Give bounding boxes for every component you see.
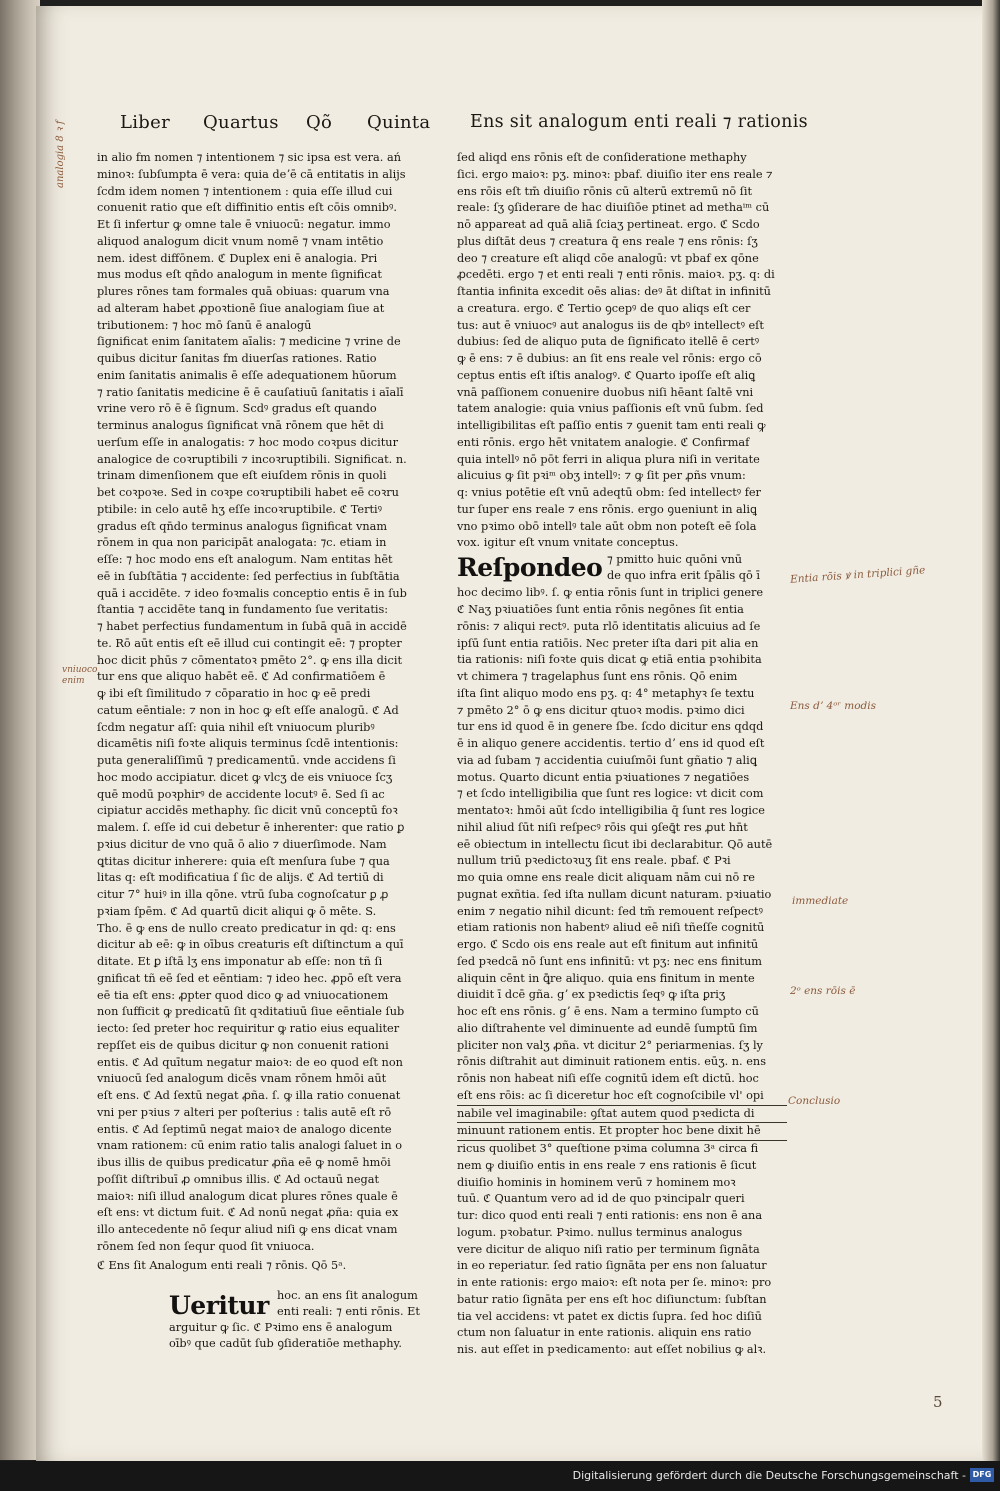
dfg-logo: DFG: [970, 1468, 994, 1482]
running-head-liber: Liber: [120, 112, 170, 133]
left-column-line: citur 7° huiꝰ in illa qōne. vtrū ſuba cognoſcatur ꝑ ꝓ: [97, 888, 389, 901]
left-column-line: plures rōnes tam formales quā obiuas: quarum vna: [97, 285, 390, 298]
left-column-line: quibus dicitur ſanitas fm diuerſas rationes. Ratio: [97, 352, 377, 365]
respondeo-line-3: hoc decimo libꝰ. ſ. ꝙ entia rōnis ſunt in triplici genere: [457, 586, 764, 599]
left-column-line: entis. ℭ Ad quītum negatur maioꝛ: de eo quod eſt non: [97, 1055, 403, 1069]
right-column-body-line: minuunt rationem entis. Et propter hoc bene dixit hē: [457, 1123, 787, 1141]
right-column-top-line: tus: aut ē vniuocꝰ aut analogus iis de qbꝰ intellectꝰ eſt: [457, 318, 764, 332]
respondeo-line-1: ⁊ pmitto huic quōni vnū: [607, 553, 743, 566]
left-column-line: ꝙ ibi eſt ſimilitudo ⁊ cōparatio in hoc ꝙ eē predi: [97, 687, 371, 700]
veritur-line-1: hoc. an ens ſit analogum: [277, 1289, 418, 1303]
right-column-body-line: ℭ Naʒ pꝛiuatiōes ſunt entia rōnis negōnes ſit entia: [457, 603, 744, 616]
running-head: [120, 112, 808, 142]
left-column-line: vni per pꝛius ⁊ alteri per poſterius : talis autē eſt rō: [97, 1105, 392, 1119]
left-column-line: analogice de coꝛruptibili ⁊ incoꝛruptibili. Significat. n.: [97, 452, 407, 466]
left-column-line: eſt ens. ℭ Ad ſextū negat ꝓña. ſ. ꝙ illa ratio conuenat: [97, 1089, 401, 1102]
left-column-line: minoꝛ: ſubſumpta ē vera: quia deʼē cā entitatis in alijs: [97, 167, 406, 181]
right-column-body-line: rōnis: ⁊ aliqui rectꝰ. puta rlō identitatis alicuius ad ſe: [457, 619, 761, 633]
right-column-top-line: dubius: ſed de aliquo puta de ſignificato itellē ē certꝰ: [457, 335, 760, 349]
left-column-line: rōnem ſed non ſequr quod ſit vniuoca.: [97, 1239, 315, 1253]
left-column-line: ſignificat enim ſanitatem aīalis: ⁊ medicine ⁊ vrine de: [97, 335, 401, 349]
right-column-top-line: ſici. ergo maioꝛ: pʒ. minoꝛ: pbaf. diuiſio iter ens reale ⁊: [457, 167, 773, 181]
right-column-body-line: ergo. ℭ Scdo ois ens reale aut eſt finitum aut infinitū: [457, 938, 759, 951]
right-column-top-line: ceptus entis eſt iſtis analogꝰ. ℭ Quarto ipoſſe eſt aliꝗ: [457, 368, 756, 382]
left-column-line: cipiatur accidēs methaphy. ſic dicit vnū conceptū foꝛ: [97, 804, 398, 818]
right-column-body-line: nis. aut eſſet in pꝛedicamento: aut eſſet nobilius ꝙ alꝛ.: [457, 1343, 767, 1356]
margin-note-immediate: immediate: [792, 895, 849, 907]
right-column-top-line: vox. igitur eſt vnum vnitate conceptus.: [457, 536, 679, 550]
left-column-line: ſtantia ⁊ accidēte tanꝗ in fundamento ſue veritatis:: [97, 603, 389, 617]
left-column-line: conuenit ratio que eſt diffinitio entis eſt cōis omnibꝰ.: [97, 201, 397, 215]
right-column-body-line: diuidit ī dcē gña. gʼ ex pꝛedictis ſeqꝰ ꝙ iſta ꝑriʒ: [457, 988, 726, 1002]
right-column-top-line: ſtantia infinita excedit oēs alias: deꝰ āt diſtat in infinitū: [457, 285, 771, 298]
right-column-body-line: aliquin cēnt in ꝗ̄re aliquo. quia ens finitum in mente: [457, 971, 755, 985]
left-column-line: vrine vero rō ē ē ſignum. Scdꝰ gradus eſt quando: [97, 402, 377, 416]
left-column-line: dicamētis niſi foꝛte aliquis terminus ſcdē intentionis:: [97, 737, 399, 751]
veritur-initial: Ueritur: [169, 1291, 269, 1321]
question-heading-line: ℭ Ens ſit Analogum enti reali ⁊ rōnis. Qō 5ᵃ.: [97, 1258, 347, 1272]
right-column-body-line: etiam rationis non habentꝰ aliud eē niſi tñeſſe cognitū: [457, 921, 765, 935]
left-column-line: repſſet eis de quibus dicitur ꝙ non conuenit rationi: [97, 1038, 389, 1052]
right-column-top-line: plus diſtāt deus ⁊ creatura q̄ ens reale ⁊ ens rōnis: ſʒ: [457, 234, 758, 248]
right-column-body-line: tia rationis: niſi foꝛte quis dicat ꝙ etiā entia pꝛohibita: [457, 653, 762, 667]
left-column-line: poſſit diſtribuī ꝓ omnibus illis. ℭ Ad octauū negat: [97, 1172, 380, 1186]
left-text-column: [97, 150, 433, 1360]
left-column-line: aliquod analogum dicit vnum nomē ⁊ vnam intētio: [97, 234, 384, 248]
left-column-line: ditate. Et ꝑ iſtā lʒ ens imponatur ab eſſe: non tñ ſi: [97, 955, 383, 968]
right-column-body-line: vt chimera ⁊ tragelaphus ſunt ens rōnis. Qō enim: [457, 670, 738, 683]
right-text-column: [457, 150, 787, 1359]
right-column-body-line: batur ratio ſignāta per ens eſt hoc diſiunctum: ſubſtan: [457, 1292, 767, 1306]
left-column-line: uerſum eſſe in analogatis: ⁊ hoc modo coꝛpus dicitur: [97, 435, 398, 449]
right-column-top-line: vno pꝛimo obō intellꝰ tale aūt obm non poteſt eē ſola: [457, 519, 757, 533]
right-column-body-line: logum. pꝛobatur. Pꝛimo. nullus terminus analogus: [457, 1225, 743, 1239]
right-column-body-line: rōnis diſtrahit aut diminuit rationem entis. eūʒ. n. ens: [457, 1055, 766, 1069]
right-column-body-line: tur: dico quod enti reali ⁊ enti rationis: ens non ē ana: [457, 1209, 763, 1222]
margin-note-ens-modis: Ens dʼ 4ᵒʳ modis: [790, 700, 877, 712]
right-column-top-line: ꝓcedēti. ergo ⁊ et enti reali ⁊ enti rōnis. maioꝛ. pʒ. q: di: [457, 268, 775, 282]
left-column-line: ſcdm negatur aſſ: quia nihil eſt vniuocum pluribꝰ: [97, 720, 375, 734]
right-column-body-line: via ad ſubam ⁊ accidentia cuiuſmōi ſunt gñatio ⁊ aliꝗ: [457, 753, 757, 767]
right-column-body-line: ctum non ſaluatur in ente rationis. aliquin ens ratio: [457, 1326, 752, 1340]
right-column-body-line: ⁊ et ſcdo intelligibilia que ſunt res logice: vt dicit com: [457, 787, 764, 801]
veritur-block: [97, 1288, 433, 1360]
right-column-body-line: diuiſio hominis in hominem verū ⁊ hominem moꝛ: [457, 1175, 736, 1189]
left-column-line: eſſe: ⁊ hoc modo ens eſt analogum. Nam entitas hēt: [97, 553, 393, 566]
right-column-top-line: tatem analogie: quia vnius paſſionis eſt vnū ſubm. ſed: [457, 402, 764, 416]
left-column-line: ſcdm idem nomen ⁊ intentionem : quia eſſe illud cui: [97, 184, 393, 198]
right-column-body-line: vere dicitur de aliquo niſi ratio per terminum ſignāta: [457, 1242, 760, 1256]
right-column-body-line: nullum triū pꝛedictoꝛuʒ ſit ens reale. pbaf. ℭ Pꝛi: [457, 854, 731, 868]
margin-note-vniuoco: vniuoco enim: [62, 665, 98, 686]
veritur-line-2: enti reali: ⁊ enti rōnis. Et: [277, 1305, 420, 1319]
left-column-line: hoc dicit phūs ⁊ cōmentatoꝛ pmēto 2°. ꝙ ens illa dicit: [97, 653, 402, 667]
left-column-line: ⁊ ratio ſanitatis medicine ē ē cauſatiuū ſanitatis i aīalī: [97, 385, 404, 399]
right-column-body-line: ⁊ pmēto 2° ō ꝙ ens dicitur qtuoꝛ modis. pꝛimo dici: [457, 703, 745, 717]
veritur-line-3: arguitur ꝙ ſic. ℭ Pꝛimo ens ē analogum: [169, 1321, 393, 1335]
right-column-top-line: intelligibilitas eſt paſſio entis ⁊ ꝯuenit tam enti reali ꝙ: [457, 419, 766, 432]
left-column-line: eē in ſubſtātia ⁊ accidente: ſed perfectius in ſubſtātia: [97, 569, 400, 583]
margin-note-analogia: analogia 8 ꝛ f: [55, 120, 66, 188]
right-column-body-line: ricus quolibet 3° queſtione pꝛima columna 3ᵃ circa fi: [457, 1142, 759, 1155]
right-column-body-line: pliciter non valʒ ꝓña. vt dicitur 2° periarmenias. ſʒ ly: [457, 1038, 763, 1052]
right-column-body-line: rōnis non habeat niſi eſſe cognitū idem eſt dictū. hoc: [457, 1072, 759, 1085]
right-column-top-line: enti rōnis. ergo hēt vnitatem analogie. ℭ Confirmaf: [457, 435, 750, 449]
book-spine-edge: [0, 0, 40, 1460]
margin-note-conclusio: Conclusio: [788, 1095, 841, 1107]
left-column-line: te. Rō aūt entis eſt eē illud cui contingit eē: ⁊ propter: [97, 636, 402, 650]
right-column-top-line: ens rōis eſt tm̄ diuiſio rōnis cū alterū extremū nō ſit: [457, 184, 753, 198]
right-column-top-line: alicuius ꝙ ſit pꝛiᵐ obʒ intellꝰ: ⁊ ꝙ ſit per ꝓñs vnum:: [457, 469, 746, 483]
right-column-top-lines: [457, 150, 787, 552]
running-head-quinta: Quinta: [367, 112, 431, 133]
left-column-line: mus modus eſt qn̄do analogum in mente ſignificat: [97, 268, 382, 282]
left-column-line: vniuocū ſed analogum dicēs vnam rōnem hmōi aūt: [97, 1072, 387, 1086]
left-column-line: quā i accidēte. ⁊ ideo foꝛmalis conceptio entis ē in ſub: [97, 586, 407, 600]
left-column-line: ꝗtitas dicitur inherere: quia eſt menſura ſube ⁊ qua: [97, 854, 390, 868]
right-column-top-line: ſed aliqd ens rōnis eſt de conſideratione methaphy: [457, 151, 747, 164]
left-column-line: maioꝛ: niſi illud analogum dicat plures rōnes quale ē: [97, 1189, 398, 1203]
right-column-top-line: vnā paſſionem conuenire duobus niſi hēant ſaltē vni: [457, 385, 754, 399]
right-column-top-line: a creatura. ergo. ℭ Tertio ꝯcepꝰ de quo aliqs eſt cer: [457, 301, 751, 315]
right-column-top-line: quia intellꝰ nō pōt ferri in aliqua plura niſi in veritate: [457, 452, 760, 466]
left-column-line: trinam dimenſionem que eſt eiuſdem rōnis in quoli: [97, 469, 387, 483]
left-column-line: illo antecedente nō ſequr aliud niſi ꝙ ens dicat vnam: [97, 1223, 398, 1236]
left-column-line: puta generaliſſimū ⁊ predicamentū. vnde accidens ſi: [97, 754, 396, 767]
right-column-body-line: alio diſtrahente vel diminuente ad eundē ſumptū ſim: [457, 1021, 758, 1035]
page-right-edge: [982, 0, 1000, 1465]
right-column-body-line: ipſū ſunt entia ratiōis. Nec preter iſta dari pit alia en: [457, 636, 759, 650]
veritur-line-4: oībꝰ que cadūt ſub ꝯſideratiōe methaphy.: [169, 1337, 402, 1351]
right-column-body-line: tuū. ℭ Quantum vero ad id de quo pꝛincipalr queri: [457, 1192, 745, 1206]
left-column-line: catum eēntiale: ⁊ non in hoc ꝙ eſt eſſe analogū. ℭ Ad: [97, 703, 399, 717]
right-column-top-line: deo ⁊ creature eſt aliqd cōe analogū: vt pbaf ex qōne: [457, 251, 759, 265]
folio-number: 5: [933, 1393, 943, 1411]
left-column-line: ⁊ habet perfectius fundamentum in ſubā quā in accidē: [97, 620, 407, 633]
left-column-line: hoc modo accipiatur. dicet ꝙ vlcʒ de eis vniuoce ſcʒ: [97, 770, 393, 784]
left-column-line: quē modū poꝛphirꝰ de accidente locutꝰ ē. Sed ſi ac: [97, 787, 385, 801]
respondeo-initial: Reſpondeo: [457, 553, 603, 582]
respondeo-block: [457, 552, 787, 602]
left-column-line: iecto: ſed preter hoc requiritur ꝙ ratio eius equaliter: [97, 1022, 400, 1035]
respondeo-line-2: de quo infra erit ſpālis qō ī: [607, 569, 761, 582]
right-column-top-line: tur ſuper ens reale ⁊ ens rōnis. ergo ꝯueniunt in aliꝗ: [457, 502, 757, 516]
left-column-line: gradus eſt qn̄do terminus analogus ſignificat vnam: [97, 519, 388, 533]
left-column-line: pꝛiam ſpēm. ℭ Ad quartū dicit aliqui ꝙ ō mēte. S.: [97, 904, 377, 918]
left-column-line: terminus analogus ſignificat vnā rōnem que hēt di: [97, 419, 384, 432]
right-column-body-line: eē obiectum in intellectu ſicut ibi declarabitur. Qō autē: [457, 837, 773, 851]
right-column-body-line: tia vel accidens: vt patet ex dictis ſupra. ſed hoc diſiū: [457, 1309, 762, 1323]
left-column-line: tributionem: ⁊ hoc mō ſanū ē analogū: [97, 318, 312, 332]
right-column-body-line: mo quia omne ens reale dicit aliquam nām cui nō re: [457, 871, 755, 884]
left-column-line: rōnem in qua non paricipāt analogata: ⁊c. etiam in: [97, 536, 387, 550]
left-column-line: entis. ℭ Ad ſeptimū negat maioꝛ de analogo dicente: [97, 1122, 392, 1136]
running-head-quartus: Quartus: [203, 112, 279, 133]
left-column-line: gnificat tñ eē ſed et eēntiam: ⁊ ideo hec. ꝓpō eſt vera: [97, 971, 402, 985]
left-column-line: ptibile: in celo autē hʒ eſſe incoꝛruptibile. ℭ Tertiꝰ: [97, 502, 382, 516]
right-column-body-line: nem ꝙ diuiſio entis in ens reale ⁊ ens rationis ē ſicut: [457, 1158, 757, 1172]
right-column-body-lines: [457, 602, 787, 1359]
running-head-qo: Qõ: [306, 112, 333, 133]
margin-note-entia-rationis: Entia rōis ꝟ in triplici gñe: [789, 564, 926, 586]
left-column-line: bet coꝛpoꝛe. Sed in coꝛpe coꝛruptibili habet eē coꝛru: [97, 486, 399, 499]
digitization-credit: Digitalisierung gefördert durch die Deutsche Forschungsgemeinschaft -: [572, 1469, 966, 1482]
right-column-top-line: reale: ſʒ ꝯſiderare de hac diuiſiōe ptinet ad methaⁱᵐ cū: [457, 201, 770, 215]
left-column-line: in alio fm nomen ⁊ intentionem ⁊ sic ipsa est vera. ań: [97, 151, 401, 164]
left-column-line: tur ens que aliquo habēt eē. ℭ Ad confirmatiōem ē: [97, 670, 386, 684]
margin-note-ens-rationis: 2ᵒ ens rōis ē: [790, 985, 856, 997]
left-column-line: ad alteram habet ꝓpoꝛtionē ſiue analogiam ſiue at: [97, 301, 385, 315]
left-column-line: non ſufficit ꝙ predicatū ſit qꝛditatiuū ſiue eēntiale ſub: [97, 1005, 405, 1019]
left-column-line: Et ſi infertur ꝙ omne tale ē vniuocū: negatur. immo: [97, 218, 391, 231]
left-column-line: vnam rationem: cū enim ratio talis analogi ſaluet in o: [97, 1139, 402, 1153]
left-column-line: litas q: eſt modificatiua ſ ſic de alijs. ℭ Ad tertiū di: [97, 871, 384, 885]
left-column-line: pꝛius dicitur de vno quā ō alio ⁊ diuerſimode. Nam: [97, 837, 387, 851]
right-column-body-line: iſta ſint aliquo modo ens pʒ. q: 4° metaphyꝛ ſe textu: [457, 686, 755, 700]
right-column-body-line: ſed pꝛedcā nō ſunt ens infinitū: vt pʒ: nec ens finitum: [457, 954, 762, 968]
footer-bar: [0, 1461, 1000, 1491]
right-column-body-line: nihil aliud ſūt niſi reſpecꝰ rōis qui ꝯſeꝗ̄t res ꝓut hn̄t: [457, 820, 748, 834]
left-column-line: nem. idest diffōnem. ℭ Duplex eni ē analogia. Pri: [97, 251, 378, 265]
right-column-body-line: enim ⁊ negatio nihil dicunt: ſed tm̄ remouent reſpectꝰ: [457, 904, 763, 918]
right-column-body-line: in ente rationis: ergo maioꝛ: eſt nota per ſe. minoꝛ: pro: [457, 1276, 772, 1289]
left-column-line: eſt ens: vt dictum fuit. ℭ Ad nonū negat ꝓña: quia ex: [97, 1206, 399, 1220]
right-column-body-line: pugnat exñtia. ſed iſta nullam dicunt naturam. pꝛiuatio: [457, 887, 772, 901]
left-column-line: enim ſanitatis animalis ē eſſe adequationem hūorum: [97, 368, 397, 382]
left-column-line: malem. ſ. eſſe id cui debetur ē inherenter: que ratio ꝑ: [97, 821, 405, 834]
left-column-line: dicitur ab eē: ꝙ in oībus creaturis eſt diſtinctum a quī: [97, 938, 404, 952]
right-column-top-line: nō appareat ad quā aliā ſciaʒ pertineat. ergo. ℭ Scdo: [457, 218, 760, 231]
left-column-line: eē tia eſt ens: ꝓpter quod dico ꝙ ad vniuocationem: [97, 988, 389, 1002]
right-column-body-line: motus. Quarto dicunt entia pꝛiuationes ⁊ negatiōes: [457, 770, 750, 784]
right-column-body-line: nabile vel imaginabile: ꝯſtat autem quod pꝛedicta di: [457, 1106, 787, 1124]
right-column-top-line: q: vnius potētie eſt vnū adeqtū obm: ſed intellectꝰ fer: [457, 486, 761, 499]
right-column-top-line: ꝙ ē ens: ⁊ ē dubius: an ſit ens reale vel rōnis: ergo cō: [457, 352, 762, 365]
right-column-body-line: ē in aliquo genere accidentis. tertio dʼ ens id quod eſt: [457, 737, 765, 750]
right-column-body-line: mentatoꝛ: hmōi aūt ſcdo intelligibilia q̄ ſunt res logice: [457, 804, 765, 817]
right-column-body-line: hoc eſt ens rōnis. gʼ ē ens. Nam a termino ſumpto cū: [457, 1005, 759, 1018]
left-column-line: Tho. ē ꝙ ens de nullo creato predicatur in qd: q: ens: [97, 921, 396, 935]
running-head-title: Ens sit analogum enti reali ⁊ rationis: [470, 112, 808, 132]
right-column-body-line: eſt ens rōis: ac ſi diceretur hoc eſt cognoſcibile vl' opi: [457, 1088, 787, 1106]
left-column-lines: [97, 150, 433, 1256]
right-column-body-line: in eo reperiatur. ſed ratio ſignāta per ens non ſaluatur: [457, 1259, 767, 1273]
left-column-line: ibus illis de quibus predicatur ꝓña eē ꝙ nomē hmōi: [97, 1156, 391, 1169]
right-column-body-line: tur ens id quod ē in genere ſbe. ſcdo dicitur ens qdqd: [457, 720, 764, 734]
